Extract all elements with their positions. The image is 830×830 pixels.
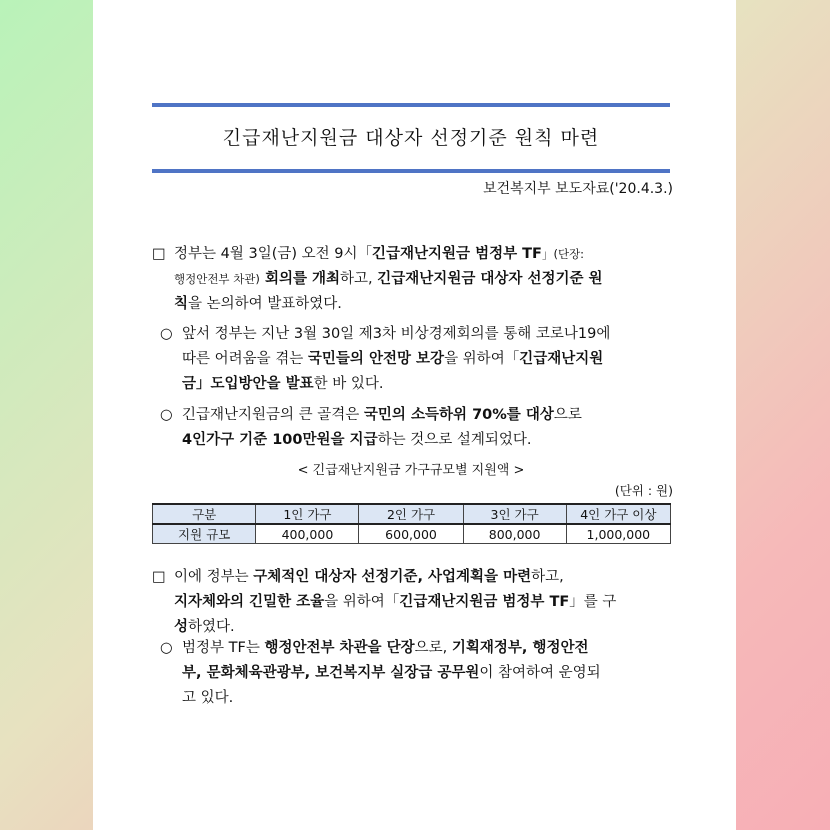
table-caption: < 긴급재난지원금 가구규모별 지원액 > — [297, 463, 525, 478]
paragraph-3: ○ 긴급재난지원금의 큰 골격은 국민의 소득하위 70%를 대상으로 4인가구 기준 100만원을 지급하는 것으로 설계되었다. — [160, 403, 582, 453]
table-header-row — [153, 504, 671, 524]
table-cell: 600,000 — [359, 524, 463, 544]
table-cell: 400,000 — [256, 524, 359, 544]
table-header-cell: 4인 가구 이상 — [566, 504, 670, 524]
square-bullet-icon: □ — [152, 246, 166, 262]
source-label: 보건복지부 보도자료('20.4.3.) — [483, 181, 673, 197]
circle-bullet-icon: ○ — [160, 326, 173, 342]
table-header-cell: 구분 — [153, 504, 256, 524]
square-bullet-icon: □ — [152, 569, 166, 585]
paragraph-4: □ 이에 정부는 구체적인 대상자 선정기준, 사업계획을 마련하고, 지자체와의 긴밀한 조율을 위하여「긴급재난지원금 범정부 TF」를 구 성하였다. — [152, 565, 616, 640]
document-page — [93, 0, 736, 830]
paragraph-5: ○ 범정부 TF는 행정안전부 차관을 단장으로, 기획재정부, 행정안전 부, 문화체육관광부, 보건복지부 실장급 공무원이 참여하여 운영되 고 있다. — [160, 636, 601, 711]
table-row — [153, 524, 671, 544]
table-cell: 800,000 — [463, 524, 566, 544]
circle-bullet-icon: ○ — [160, 640, 173, 656]
support-amount-table — [152, 503, 671, 544]
title-top-rule — [152, 103, 670, 107]
table-header-cell: 1인 가구 — [256, 504, 359, 524]
table-cell: 1,000,000 — [566, 524, 670, 544]
table-unit: (단위 : 원) — [614, 483, 673, 498]
page-title: 긴급재난지원금 대상자 선정기준 원칙 마련 — [222, 127, 600, 149]
paragraph-1: □ 정부는 4월 3일(금) 오전 9시「긴급재난지원금 범정부 TF」(단장: 행정안전부 차관) 회의를 개최하고, 긴급재난지원금 대상자 선정기준 원 칙을 논의하여 발표하였다. — [152, 242, 603, 317]
table-row-label: 지원 규모 — [153, 524, 256, 544]
paragraph-2: ○ 앞서 정부는 지난 3월 30일 제3차 비상경제회의를 통해 코로나19에 따른 어려움을 겪는 국민들의 안전망 보강을 위하여「긴급재난지원 금」도입방안을 발표한 바 있다. — [160, 322, 610, 397]
circle-bullet-icon: ○ — [160, 407, 173, 423]
table-header-cell: 2인 가구 — [359, 504, 463, 524]
table-header-cell: 3인 가구 — [463, 504, 566, 524]
title-bottom-rule — [152, 169, 670, 173]
